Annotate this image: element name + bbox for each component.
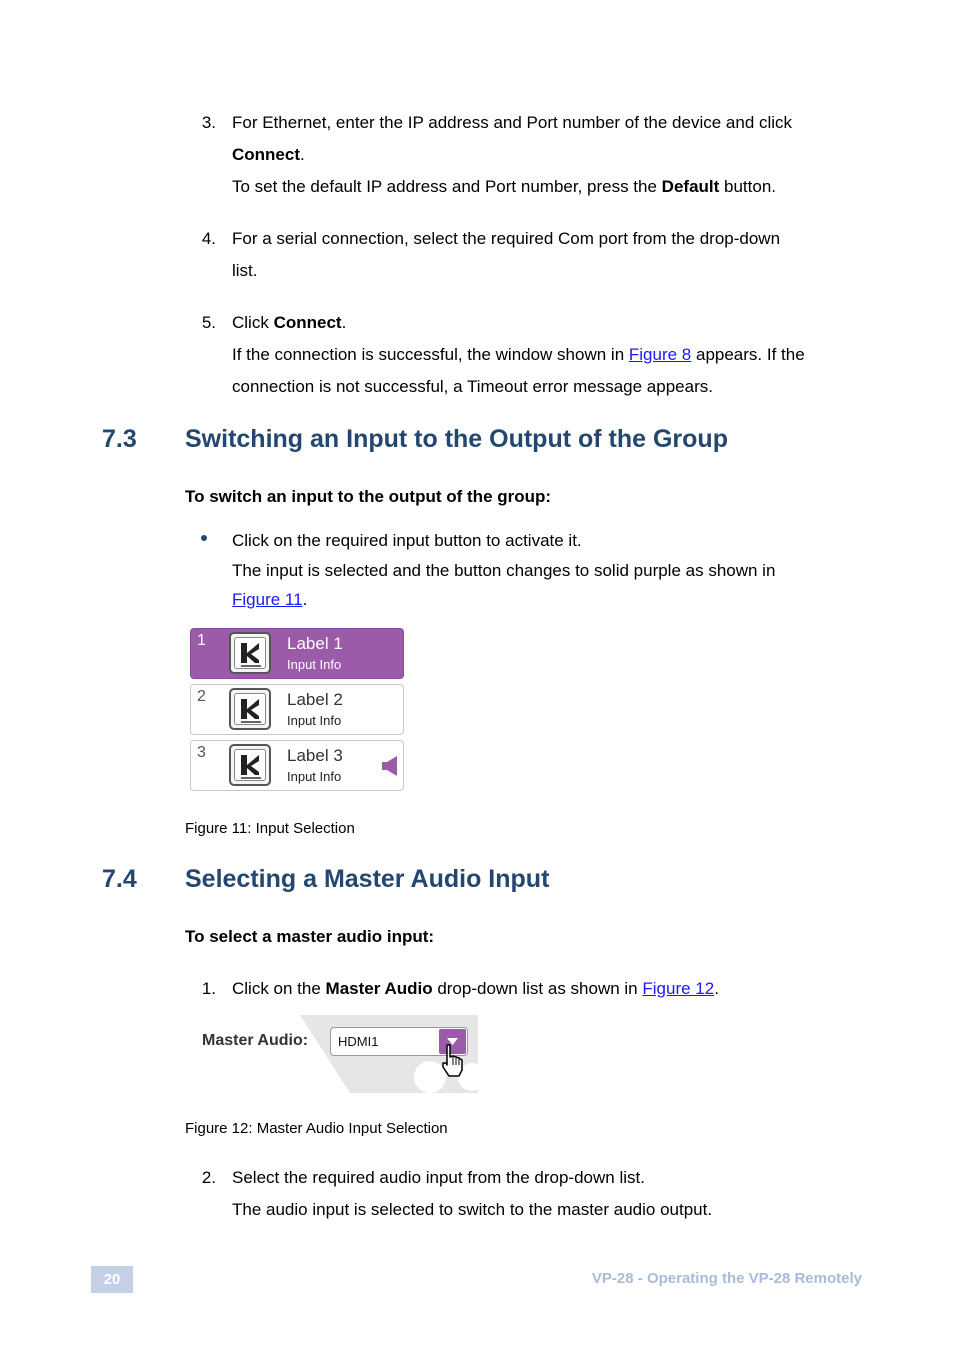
bullet-note: The input is selected and the button changes to solid purple as shown in (232, 561, 776, 580)
text-run: button. (719, 177, 777, 196)
text-run: If the connection is successful, the window shown in (232, 345, 629, 364)
bold-term: Connect (273, 313, 342, 332)
footer-title: VP-28 - Operating the VP-28 Remotely (591, 1270, 862, 1287)
text-run: drop-down list as shown in (432, 979, 643, 998)
step-note (232, 345, 805, 365)
input-info: Input Info (287, 713, 342, 728)
step-note: connection is not successful, a Timeout error message appears. (232, 377, 713, 396)
master-audio-value: HDMI1 (338, 1034, 379, 1049)
input-label: Label 1 (287, 634, 343, 653)
step-number: 4. (201, 229, 216, 248)
step-number: 3. (201, 113, 216, 132)
figure-12-link[interactable]: Figure 12 (642, 979, 715, 998)
step-number: 1. (201, 979, 216, 998)
figure-12 (190, 1015, 478, 1093)
figure-8-link[interactable]: Figure 8 (628, 345, 692, 364)
logo-frame (234, 637, 266, 669)
input-button-3[interactable] (190, 740, 404, 791)
logo-frame (234, 693, 266, 725)
kramer-logo-icon (229, 632, 271, 674)
step-number: 2. (201, 1168, 216, 1187)
text-run: . (341, 313, 347, 332)
step-text: list. (232, 261, 258, 280)
section-number: 7.3 (102, 425, 137, 453)
input-number: 2 (197, 688, 206, 705)
text-run: Click (232, 313, 274, 332)
section-title: Switching an Input to the Output of the Group (185, 425, 728, 453)
step-text: For Ethernet, enter the IP address and Port number of the device and click (232, 113, 793, 132)
punct: . (714, 979, 719, 998)
punct: . (300, 145, 305, 164)
page-number: 20 (91, 1266, 133, 1293)
input-label: Label 3 (287, 746, 343, 765)
bold-term: Default (661, 177, 720, 196)
step-note: The audio input is selected to switch to the master audio output. (232, 1200, 713, 1219)
step-text (232, 979, 719, 999)
figure-caption: Figure 12: Master Audio Input Selection (185, 1120, 448, 1137)
input-info: Input Info (287, 769, 342, 784)
figure-11-link[interactable]: Figure 11 (232, 590, 303, 609)
kramer-logo-icon (229, 688, 271, 730)
bold-term: Master Audio (325, 979, 433, 998)
input-button-2[interactable] (190, 684, 404, 735)
step-text: For a serial connection, select the required Com port from the drop-down (232, 229, 781, 248)
input-number: 1 (197, 632, 206, 649)
text-run: Click on the (232, 979, 326, 998)
bullet-text: Click on the required input button to activate it. (232, 531, 582, 550)
punct: . (302, 590, 308, 609)
input-info: Input Info (287, 657, 342, 672)
hand-cursor-icon (440, 1043, 466, 1084)
kramer-logo-icon (229, 744, 271, 786)
procedure-heading: To select a master audio input: (185, 927, 435, 946)
section-title: Selecting a Master Audio Input (185, 865, 550, 893)
logo-frame (234, 749, 266, 781)
bold-term: Connect (232, 145, 300, 164)
bullet-note (232, 590, 307, 610)
speaker-icon (381, 755, 401, 782)
input-label: Label 2 (287, 690, 343, 709)
step-number: 5. (201, 313, 216, 332)
procedure-heading: To switch an input to the output of the group: (185, 487, 552, 506)
bullet-icon (201, 535, 207, 541)
step-note (232, 177, 776, 197)
input-number: 3 (197, 744, 206, 761)
step-text (232, 313, 346, 333)
section-number: 7.4 (102, 865, 137, 893)
step-text: Select the required audio input from the drop-down list. (232, 1168, 645, 1187)
master-audio-label: Master Audio: (202, 1032, 309, 1049)
text-run: To set the default IP address and Port number, press the (232, 177, 662, 196)
input-button-1[interactable] (190, 628, 404, 679)
step-text (232, 145, 305, 165)
text-run: appears. If the (691, 345, 805, 364)
figure-caption: Figure 11: Input Selection (185, 820, 355, 837)
